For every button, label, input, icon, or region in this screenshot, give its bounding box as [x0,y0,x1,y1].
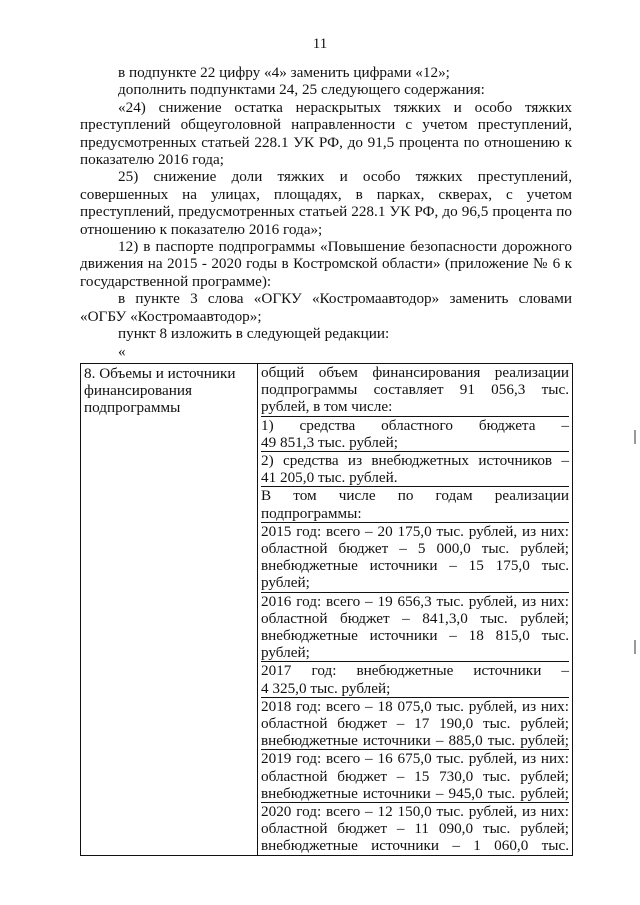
table-line: 2020 год: всего – 12 150,0 тыс. рублей, из них: [261,803,569,821]
paragraph: в пункте 3 слова «ОГКУ «Костромаавтодор» заменить словами «ОГБУ «Костромаавтодор»; [80,290,572,325]
table-line: 2015 год: всего – 20 175,0 тыс. рублей, из них: [261,522,569,540]
table-line: областной бюджет – 15 730,0 тыс. рублей; [261,767,569,785]
document-body [80,64,572,360]
table-line: рублей; [261,574,569,592]
table-line: 2016 год: всего – 19 656,3 тыс. рублей, из них: [261,592,569,610]
paragraph: 12) в паспорте подпрограммы «Повышение безопасности дорожного движения на 2015 - 2020 годы в Костромской области» (приложение № 6 к государственной программе): [80,238,572,290]
table-line: В том числе по годам реализации [261,487,569,505]
table-line: областной бюджет – 11 090,0 тыс. рублей; [261,820,569,838]
table-cell-content [258,364,573,856]
table-line: внебюджетные источники – 1 060,0 тыс. [261,837,569,855]
table-line: 1) средства областного бюджета – [261,416,569,434]
paragraph: «24) снижение остатка нераскрытых тяжких и особо тяжких преступлений общеуголовной направленности с учетом преступлений, предусмотренных статьей 228.1 УК РФ, до 91,5 процента по отношению к показателю 2016 года; [80,98,572,169]
table-line: общий объем финансирования реализации [261,364,569,381]
table-line: 41 205,0 тыс. рублей. [261,469,569,487]
table-line: 2017 год: внебюджетные источники – [261,662,569,680]
scan-artifact [634,430,636,444]
paragraph: дополнить подпунктами 24, 25 следующего содержания: [118,81,485,99]
page-number: 11 [312,36,328,52]
table-line: 2) средства из внебюджетных источников – [261,452,569,470]
table-line: 2018 год: всего – 18 075,0 тыс. рублей, из них: [261,697,569,715]
table-row [81,364,573,856]
table-line: подпрограммы составляет 91 056,3 тыс. [261,381,569,399]
table-line: 4 325,0 тыс. рублей; [261,680,569,698]
table-line: областной бюджет – 841,3,0 тыс. рублей; [261,609,569,627]
table-cell-label: 8. Объемы и источники финансирования подпрограммы [81,364,258,856]
paragraph: в подпункте 22 цифру «4» заменить цифрами «12»; [118,64,450,81]
scan-artifact [634,640,636,654]
opening-quote: « [118,342,126,360]
table-line: подпрограммы: [261,505,569,523]
paragraph: 25) снижение доли тяжких и особо тяжких преступлений, совершенных на улицах, площадях, в парках, скверах, с учетом преступлений, предусмотренных статьей 228.1 УК РФ, до 96,5 процента по отношению к показателю 2016 года»; [80,168,572,238]
table-line: внебюджетные источники – 15 175,0 тыс. [261,557,569,575]
paragraph: пункт 8 изложить в следующей редакции: [118,325,390,343]
table-line: 2019 год: всего – 16 675,0 тыс. рублей, из них: [261,750,569,768]
table-line: рублей, в том числе: [261,398,569,416]
table-line: областной бюджет – 5 000,0 тыс. рублей; [261,540,569,558]
table-line: 49 851,3 тыс. рублей; [261,434,569,452]
table-line: внебюджетные источники – 885,0 тыс. рублей; [261,732,569,750]
table-line: внебюджетные источники – 18 815,0 тыс. [261,627,569,645]
table-line: внебюджетные источники – 945,0 тыс. рублей; [261,784,569,802]
financing-table [80,363,573,856]
table-line: областной бюджет – 17 190,0 тыс. рублей; [261,715,569,733]
table-line: рублей; [261,644,569,662]
